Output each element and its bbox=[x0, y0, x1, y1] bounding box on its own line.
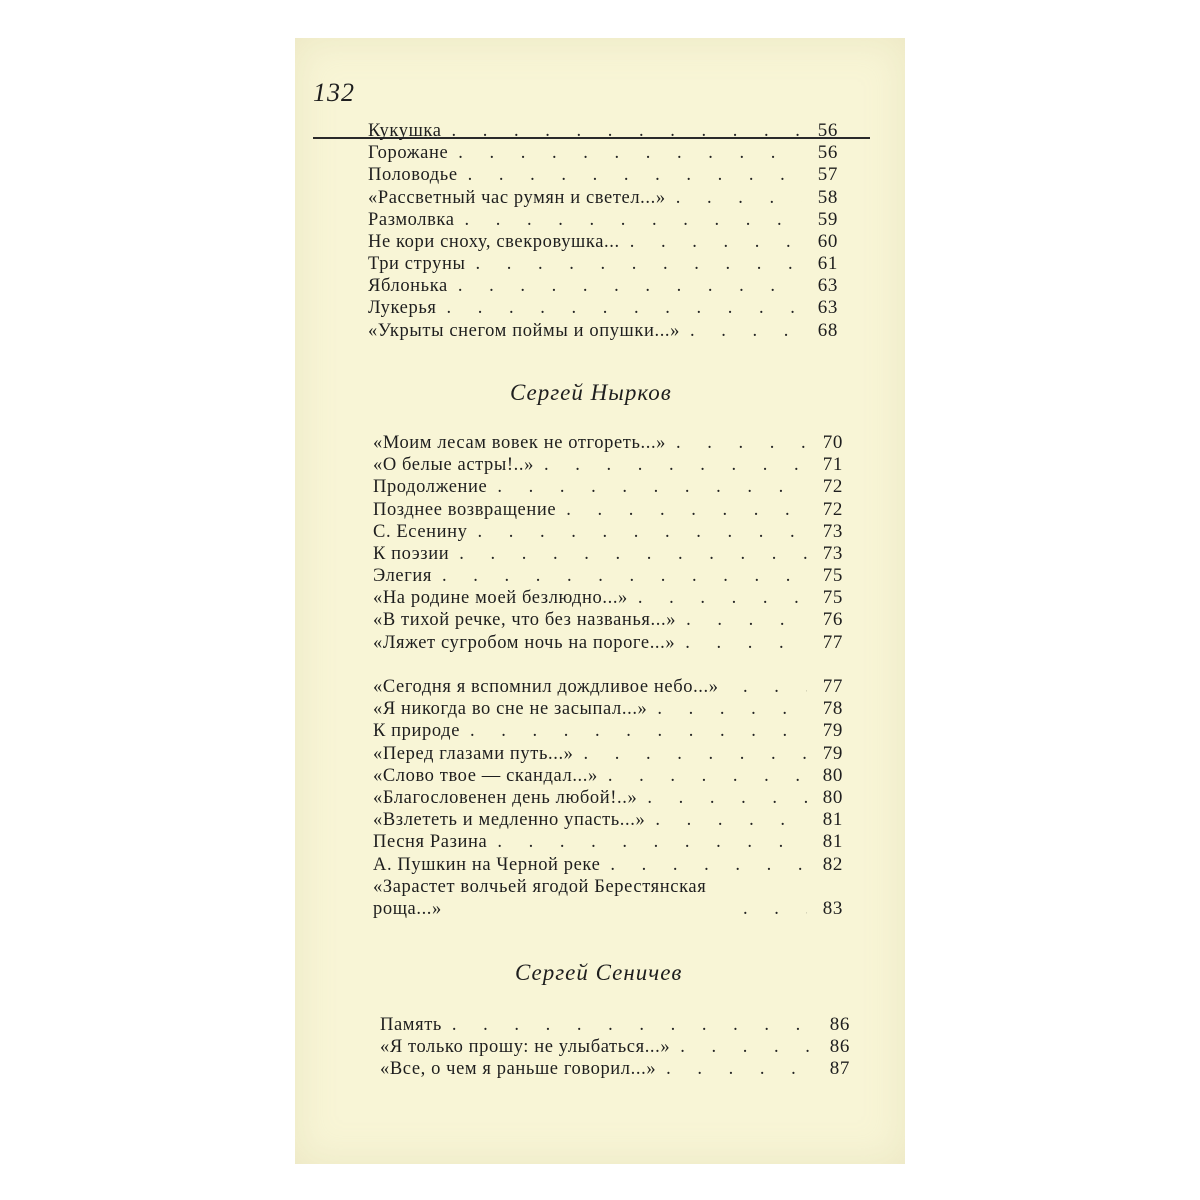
toc-item-page: 81 bbox=[822, 809, 843, 831]
toc-item-title: «Перед глазами путь...» bbox=[373, 743, 574, 764]
toc-item-page: 76 bbox=[822, 609, 843, 631]
toc-item-page: 78 bbox=[822, 698, 843, 720]
toc-item-title: «О белые астры!..» bbox=[373, 455, 534, 476]
toc-item bbox=[380, 1058, 850, 1080]
toc-item bbox=[368, 231, 838, 253]
page-number: 132 bbox=[313, 78, 355, 107]
toc-item-page: 77 bbox=[822, 676, 843, 698]
toc-item-title: К природе bbox=[373, 721, 461, 742]
toc-item-title: Лукерья bbox=[368, 298, 437, 319]
toc-item-page: 72 bbox=[822, 498, 843, 520]
dot-leader bbox=[733, 898, 807, 920]
toc-item-page: 59 bbox=[817, 208, 838, 230]
dot-leader bbox=[468, 521, 808, 543]
toc-item-page: 75 bbox=[822, 565, 843, 587]
toc-item-title: А. Пушкин на Черной реке bbox=[373, 854, 601, 875]
dot-leader bbox=[647, 698, 807, 720]
toc-item-title: «Благословенен день любой!..» bbox=[373, 788, 638, 808]
dot-leader bbox=[460, 720, 807, 742]
dot-leader bbox=[656, 1058, 814, 1080]
toc-item-page: 86 bbox=[829, 1013, 850, 1035]
toc-item bbox=[373, 432, 843, 454]
dot-leader bbox=[574, 743, 807, 765]
toc-item-title: «Рассветный час румян и светел...» bbox=[368, 187, 666, 208]
toc-item-title: Не кори сноху, свекровушка... bbox=[368, 231, 620, 252]
toc-item-title: «Я никогда во сне не засыпал...» bbox=[373, 699, 648, 720]
dot-leader bbox=[448, 275, 802, 297]
dot-leader bbox=[680, 320, 802, 342]
dot-leader bbox=[556, 499, 807, 521]
toc-item bbox=[380, 1014, 850, 1036]
toc-item-title: «Моим лесам вовек не отгореть...» bbox=[373, 432, 667, 453]
toc-item bbox=[373, 610, 843, 632]
toc-item-title: Элегия bbox=[373, 566, 433, 587]
dot-leader bbox=[666, 187, 802, 209]
toc-section-1 bbox=[373, 432, 843, 920]
toc-item bbox=[373, 765, 843, 787]
toc-item-title: Продолжение bbox=[373, 477, 488, 498]
toc-item-page: 75 bbox=[822, 587, 843, 609]
toc-item bbox=[373, 632, 843, 654]
toc-item-title: «В тихой речке, что без названья...» bbox=[373, 610, 677, 631]
toc-item-page: 72 bbox=[822, 476, 843, 498]
toc-item bbox=[373, 831, 843, 853]
dot-leader bbox=[676, 609, 807, 631]
dot-leader bbox=[442, 120, 802, 142]
toc-item bbox=[373, 587, 843, 609]
toc-item-page: 56 bbox=[817, 142, 838, 164]
dot-leader bbox=[675, 632, 807, 654]
toc-item-title: «Слово твое — скандал...» bbox=[373, 765, 598, 786]
dot-leader bbox=[487, 831, 807, 853]
dot-leader bbox=[645, 809, 807, 831]
toc-item-page: 57 bbox=[817, 164, 838, 186]
toc-item-page: 80 bbox=[822, 787, 843, 808]
toc-item bbox=[373, 876, 843, 920]
toc-item-title: Половодье bbox=[368, 165, 458, 186]
toc-item-title: «На родине моей безлюдно...» bbox=[373, 588, 628, 609]
toc-item-title: К поэзии bbox=[373, 543, 450, 564]
toc-item bbox=[373, 476, 843, 498]
toc-item-page: 63 bbox=[817, 297, 838, 319]
dot-leader bbox=[733, 676, 807, 698]
toc-item-title: Память bbox=[380, 1014, 442, 1035]
dot-leader bbox=[598, 765, 807, 787]
toc-item bbox=[368, 164, 838, 186]
toc-item bbox=[373, 720, 843, 742]
toc-item-title: «Взлететь и медленно упасть...» bbox=[373, 810, 646, 831]
toc-item-title: Три струны bbox=[368, 254, 466, 275]
toc-item-page: 70 bbox=[822, 431, 843, 453]
toc-item-title: Яблонька bbox=[368, 276, 448, 297]
toc-item-page: 77 bbox=[822, 631, 843, 653]
toc-item bbox=[368, 320, 838, 342]
toc-item bbox=[368, 187, 838, 209]
dot-leader bbox=[534, 454, 807, 476]
dot-leader bbox=[465, 253, 802, 275]
toc-item bbox=[373, 743, 843, 765]
toc-item bbox=[373, 854, 843, 876]
toc-item bbox=[368, 298, 838, 320]
toc-item bbox=[368, 120, 838, 142]
toc-item-title: Позднее возвращение bbox=[373, 499, 557, 520]
toc-item-title: «Все, о чем я раньше говорил...» bbox=[380, 1059, 657, 1080]
toc-item-title: Песня Разина bbox=[373, 832, 488, 853]
toc-item-page: 56 bbox=[817, 119, 838, 141]
toc-item bbox=[373, 499, 843, 521]
toc-item-title: Горожане bbox=[368, 143, 449, 164]
toc-item-page: 86 bbox=[829, 1036, 850, 1058]
toc-item bbox=[373, 787, 843, 809]
dot-leader bbox=[458, 164, 802, 186]
dot-leader bbox=[600, 854, 807, 876]
dot-leader bbox=[455, 209, 802, 231]
book-page bbox=[295, 38, 905, 1164]
toc-item bbox=[373, 521, 843, 543]
toc-item bbox=[373, 654, 843, 698]
toc-item-page: 79 bbox=[822, 720, 843, 742]
toc-item bbox=[368, 209, 838, 231]
toc-item-page: 81 bbox=[822, 831, 843, 853]
toc-item-title: «Сегодня я вспомнил дождливое небо...» bbox=[373, 677, 719, 698]
toc-item bbox=[373, 698, 843, 720]
toc-item-page: 73 bbox=[822, 520, 843, 542]
dot-leader bbox=[620, 231, 802, 253]
section-author-nyrkov: Сергей Нырков bbox=[510, 380, 672, 405]
dot-leader bbox=[637, 787, 807, 809]
toc-item bbox=[380, 1036, 850, 1058]
toc-item-title: Размолвка bbox=[368, 209, 455, 230]
toc-item-title: «Ляжет сугробом ночь на пороге...» bbox=[373, 632, 676, 653]
toc-item-page: 61 bbox=[817, 253, 838, 275]
section-author-senichev: Сергей Сеничев bbox=[515, 960, 683, 985]
toc-item bbox=[368, 275, 838, 297]
toc-item bbox=[373, 809, 843, 831]
toc-item-title: Кукушка bbox=[368, 120, 442, 141]
toc-item bbox=[368, 142, 838, 164]
toc-section-2 bbox=[380, 1014, 850, 1081]
toc-item-page: 87 bbox=[829, 1058, 850, 1080]
toc-item-title: «Зарастет волчьей ягодой Берестянская роща...» bbox=[373, 876, 707, 919]
dot-leader bbox=[432, 565, 807, 587]
toc-item-page: 80 bbox=[822, 764, 843, 786]
toc-item-page: 58 bbox=[817, 186, 838, 208]
dot-leader bbox=[628, 587, 807, 609]
dot-leader bbox=[436, 297, 802, 319]
toc-item-page: 71 bbox=[822, 454, 843, 476]
toc-item-page: 82 bbox=[822, 853, 843, 875]
dot-leader bbox=[448, 142, 802, 164]
toc-section-0 bbox=[368, 120, 838, 342]
toc-item bbox=[373, 543, 843, 565]
toc-item-page: 60 bbox=[817, 230, 838, 252]
toc-item bbox=[373, 565, 843, 587]
toc-item bbox=[368, 253, 838, 275]
dot-leader bbox=[449, 543, 807, 565]
toc-item-page: 73 bbox=[822, 542, 843, 564]
toc-item-title: «Укрыты снегом поймы и опушки...» bbox=[368, 320, 681, 341]
toc-item-page: 79 bbox=[822, 742, 843, 764]
dot-leader bbox=[487, 476, 807, 498]
toc-item-title: С. Есенину bbox=[373, 521, 468, 542]
toc-item-page: 83 bbox=[822, 897, 843, 919]
toc-item-page: 63 bbox=[817, 275, 838, 297]
toc-item-title: «Я только прошу: не улыбаться...» bbox=[380, 1037, 671, 1058]
dot-leader bbox=[670, 1036, 814, 1058]
dot-leader bbox=[666, 432, 807, 454]
toc-item-page: 68 bbox=[817, 319, 838, 341]
dot-leader bbox=[442, 1014, 814, 1036]
toc-item bbox=[373, 454, 843, 476]
